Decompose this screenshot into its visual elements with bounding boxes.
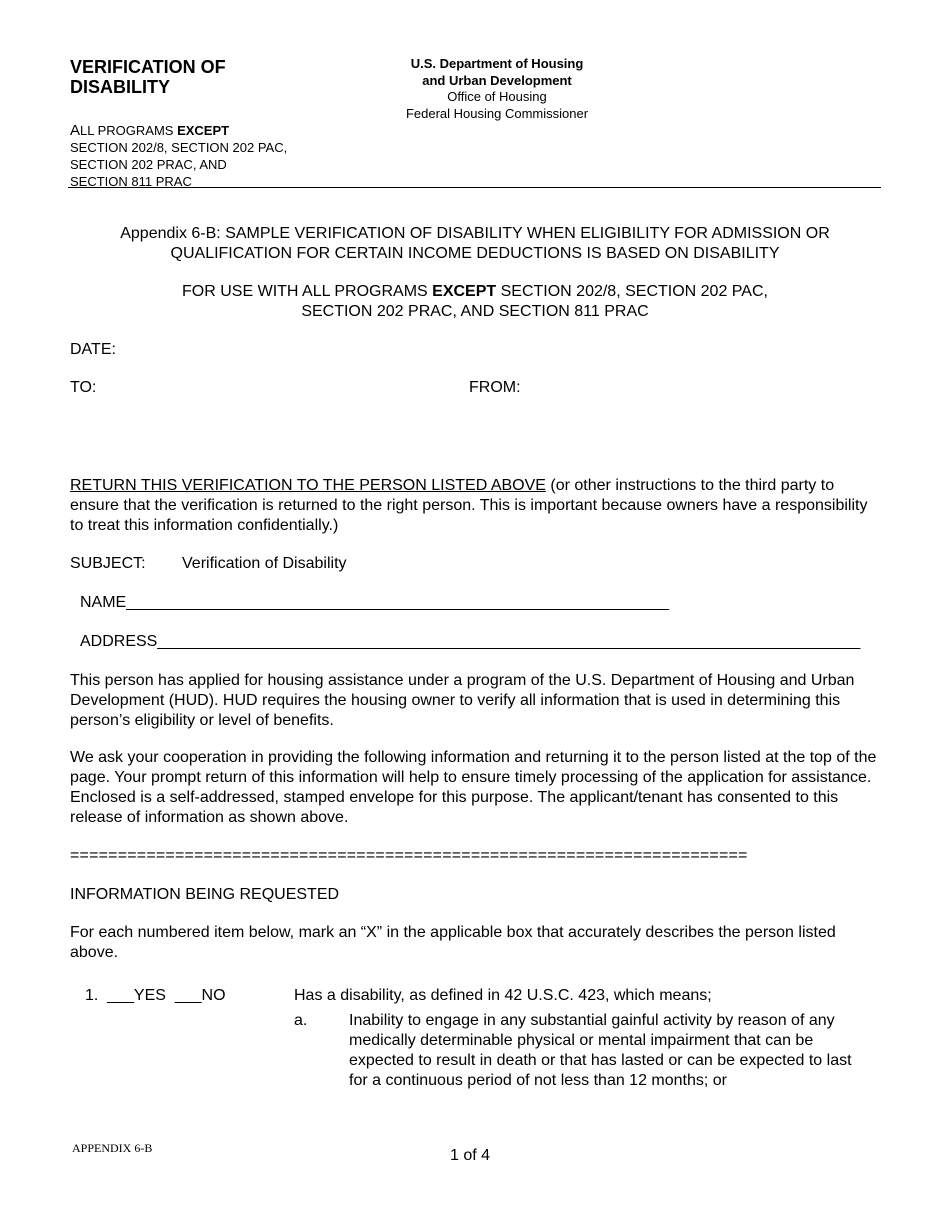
subject-value: Verification of Disability xyxy=(182,555,347,572)
usage-note-line1 xyxy=(70,282,880,302)
agency-line4: Federal Housing Commissioner xyxy=(405,105,589,121)
programs-first-letter: A xyxy=(70,122,81,139)
item1-sub-text: Inability to engage in any substantial gainful activity by reason of any medically determinable physical or mental impairment that can be expected to result in death or that has lasted or can be expected to last for a continuous period of not less than 12 months; or xyxy=(349,1012,852,1089)
document-title-line2: DISABILITY xyxy=(70,77,171,97)
header-divider xyxy=(68,187,881,188)
item1-choices: 1. ___YES ___NO xyxy=(85,987,226,1004)
programs-line3: SECTION 202 PRAC, AND xyxy=(70,157,227,172)
appendix-heading-line1: Appendix 6-B: SAMPLE VERIFICATION OF DISABILITY WHEN ELIGIBILITY FOR ADMISSION OR xyxy=(120,225,830,242)
paragraph-cooperation: We ask your cooperation in providing the following information and returning it to the person listed at the top of the page. Your prompt return of this information will help to ensure timely processing of the application for assistance. Enclosed is a self-addressed, stamped envelope for this purpose. The applicant/tenant has consented to this release of information as shown above. xyxy=(70,749,877,826)
programs-rest: LL PROGRAMS xyxy=(80,123,178,138)
to-label: TO: xyxy=(70,379,97,396)
return-instruction-underlined: RETURN THIS VERIFICATION TO THE PERSON LISTED ABOVE xyxy=(70,477,546,494)
usage-note xyxy=(70,282,880,322)
subject-label: SUBJECT: xyxy=(70,555,146,572)
agency-line3: Office of Housing xyxy=(447,89,547,104)
usage-note-except: EXCEPT xyxy=(432,283,497,300)
separator-line: ======================================================================= xyxy=(70,847,748,864)
date-label: DATE: xyxy=(70,341,116,358)
programs-line1 xyxy=(70,122,370,139)
agency-line2: and Urban Development xyxy=(422,72,572,88)
programs-except: EXCEPT xyxy=(177,123,230,138)
document-title-line1: VERIFICATION OF xyxy=(70,57,226,77)
document-title xyxy=(70,57,330,97)
appendix-heading-line2: QUALIFICATION FOR CERTAIN INCOME DEDUCTIONS IS BASED ON DISABILITY xyxy=(170,245,780,262)
programs-block xyxy=(70,122,370,190)
footer-appendix: APPENDIX 6-B xyxy=(72,1141,153,1155)
programs-line2: SECTION 202/8, SECTION 202 PAC, xyxy=(70,140,288,155)
agency-line1: U.S. Department of Housing xyxy=(410,56,584,71)
instructions: For each numbered item below, mark an “X” in the applicable box that accurately describes the person listed above. xyxy=(70,924,836,961)
programs-line4: SECTION 811 PRAC xyxy=(70,174,192,189)
name-field: NAME_____________________________________________________________ xyxy=(80,594,670,611)
paragraph-applied: This person has applied for housing assistance under a program of the U.S. Department of Housing and Urban Development (HUD). HUD requires the housing owner to verify all information that is used in determining this person’s eligibility or level of benefits. xyxy=(70,672,855,729)
return-instruction-rest: (or other instructions to the third party to ensure that the verification is returned to the right person. This is important because owners have a responsibility to treat this information confidentially.) xyxy=(70,477,868,534)
agency-block xyxy=(380,56,614,122)
address-field: ADDRESS_______________________________________________________________________________ xyxy=(80,633,861,650)
usage-note-post: SECTION 202/8, SECTION 202 PAC, xyxy=(496,283,768,300)
usage-note-pre: FOR USE WITH ALL PROGRAMS xyxy=(182,283,433,300)
usage-note-line2: SECTION 202 PRAC, AND SECTION 811 PRAC xyxy=(301,303,649,320)
info-heading: INFORMATION BEING REQUESTED xyxy=(70,886,340,903)
from-label: FROM: xyxy=(469,379,521,396)
appendix-heading xyxy=(70,224,880,264)
item1-text: Has a disability, as defined in 42 U.S.C. 423, which means; xyxy=(294,987,712,1004)
item1-sub-letter: a. xyxy=(294,1012,308,1029)
page-number: 1 of 4 xyxy=(449,1147,491,1164)
return-instruction xyxy=(70,476,880,536)
